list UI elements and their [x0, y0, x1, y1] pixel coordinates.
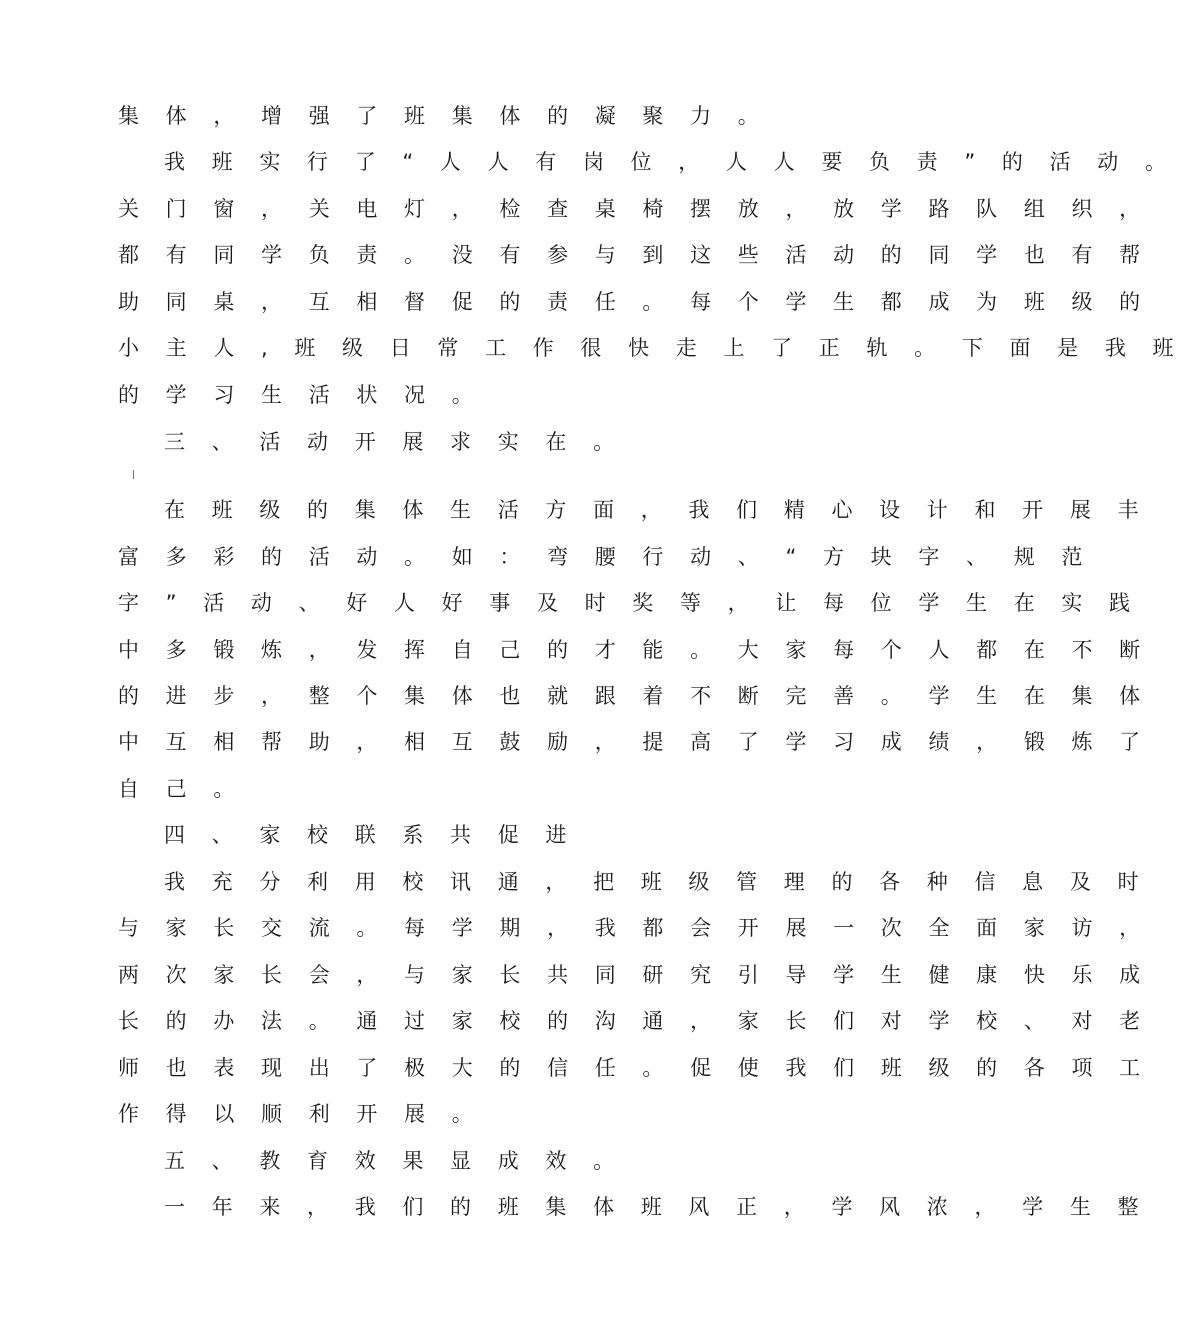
- text-line: 的 学 习 生 活 状 况 。: [118, 383, 483, 407]
- text-line: 长 的 办 法 。 通 过 家 校 的 沟 通 ， 家 长 们 对 学 校 、 对 老: [118, 1009, 1151, 1033]
- text-line: 富 多 彩 的 活 动 。 如 ： 弯 腰 行 动 、 “ 方 块 字 、 规 范: [118, 545, 1093, 569]
- text-line: 中 互 相 帮 助 ， 相 互 鼓 励 ， 提 高 了 学 习 成 绩 ， 锻 炼 了: [118, 730, 1151, 754]
- margin-mark: [133, 470, 134, 479]
- text-line: 中 多 锻 炼 ， 发 挥 自 己 的 才 能 。 大 家 每 个 人 都 在 不 断: [118, 638, 1151, 662]
- text-line: 都 有 同 学 负 责 。 没 有 参 与 到 这 些 活 动 的 同 学 也 有 帮: [118, 243, 1151, 267]
- text-line: 自 己 。: [118, 777, 245, 801]
- text-line: 助 同 桌 ， 互 相 督 促 的 责 任 。 每 个 学 生 都 成 为 班 级 的: [118, 290, 1151, 314]
- text-line: 在 班 级 的 集 体 生 活 方 面 ， 我 们 精 心 设 计 和 开 展 丰: [164, 498, 1149, 522]
- text-line: 小 主 人 , 班 级 日 常 工 作 很 快 走 上 了 正 轨 。 下 面 是 我 班: [118, 336, 1184, 360]
- text-line: 我 班 实 行 了 “ 人 人 有 岗 位 ， 人 人 要 负 责 ” 的 活 动 。: [164, 150, 1176, 174]
- text-line: 两 次 家 长 会 ， 与 家 长 共 同 研 究 引 导 学 生 健 康 快 乐 成: [118, 963, 1151, 987]
- text-line: 与 家 长 交 流 。 每 学 期 ， 我 都 会 开 展 一 次 全 面 家 访 ，: [118, 916, 1151, 940]
- text-line: 我 充 分 利 用 校 讯 通 ， 把 班 级 管 理 的 各 种 信 息 及 时: [164, 870, 1149, 894]
- text-line: 字 ” 活 动 、 好 人 好 事 及 时 奖 等 ， 让 每 位 学 生 在 实 践: [118, 591, 1141, 615]
- text-line: 集 体 ， 增 强 了 班 集 体 的 凝 聚 力 。: [118, 104, 769, 128]
- text-line: 关 门 窗 ， 关 电 灯 ， 检 查 桌 椅 摆 放 ， 放 学 路 队 组 织 ，: [118, 197, 1151, 221]
- text-line: 的 进 步 ， 整 个 集 体 也 就 跟 着 不 断 完 善 。 学 生 在 集 体: [118, 684, 1151, 708]
- section-heading: 四 、 家 校 联 系 共 促 进: [164, 823, 577, 847]
- text-line: 作 得 以 顺 利 开 展 。: [118, 1102, 483, 1126]
- text-line: 师 也 表 现 出 了 极 大 的 信 任 。 促 使 我 们 班 级 的 各 项 工: [118, 1056, 1151, 1080]
- section-heading: 三 、 活 动 开 展 求 实 在 。: [164, 430, 625, 454]
- section-heading: 五 、 教 育 效 果 显 成 效 。: [164, 1149, 625, 1173]
- text-line: 一 年 来 ， 我 们 的 班 集 体 班 风 正 ， 学 风 浓 ， 学 生 整: [164, 1195, 1149, 1219]
